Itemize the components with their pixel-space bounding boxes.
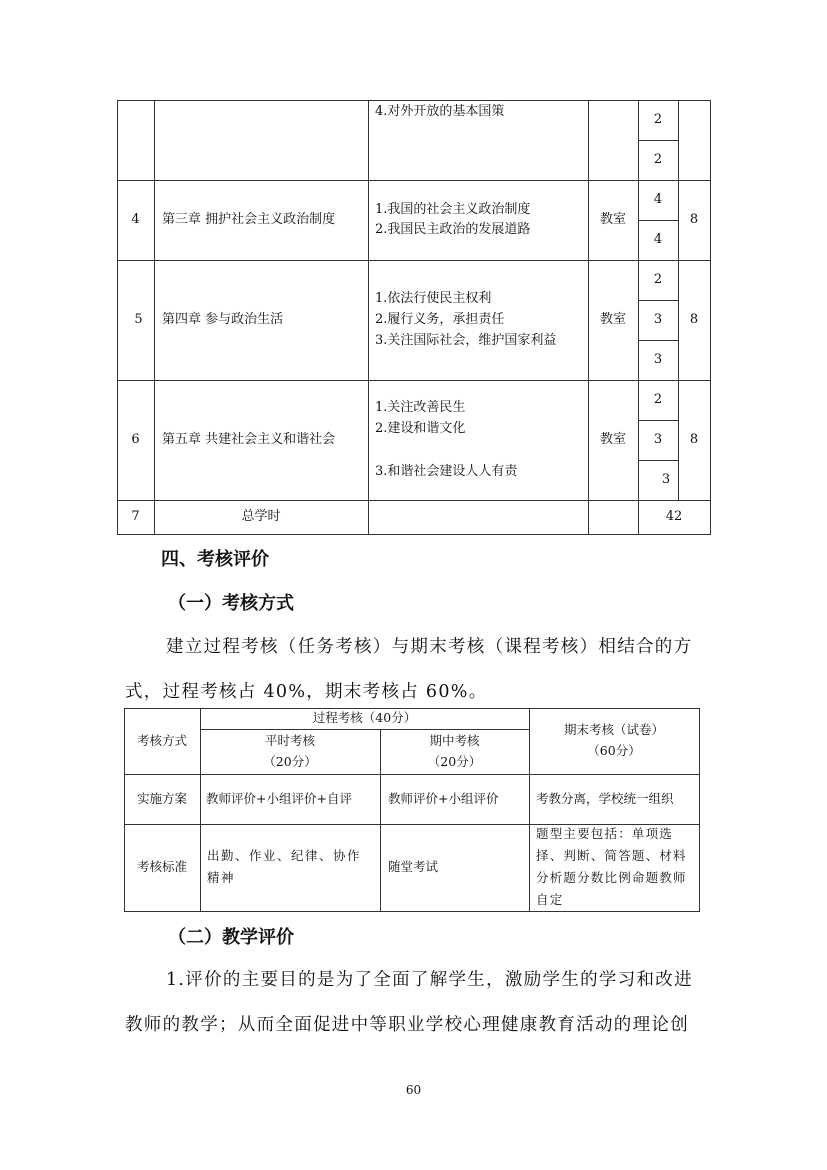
plan-mid: 教师评价+小组评价: [388, 791, 499, 806]
paragraph-line: 式，过程考核占 40%，期末考核占 60%。: [125, 682, 488, 702]
standard-usual: 出勤、作业、纪律、协作精神: [207, 848, 362, 885]
section-heading: 四、考核评价: [161, 549, 269, 570]
hours-cell: 2: [653, 272, 663, 287]
row-number: 7: [131, 509, 140, 524]
content-item: 1.依法行使民主权利: [375, 291, 492, 306]
page-number: 60: [405, 1083, 422, 1097]
standard-label: 考核标准: [136, 859, 187, 874]
content-item: 1.关注改善民生: [375, 400, 466, 415]
content-item: 2.建设和谐文化: [375, 421, 466, 436]
plan-usual: 教师评价+小组评价+自评: [206, 791, 352, 806]
standard-mid: 随堂考试: [388, 859, 439, 874]
subsection-heading: （一）考核方式: [168, 593, 294, 614]
row-number: 4: [131, 212, 140, 227]
plan-final: 考教分离，学校统一组织: [536, 791, 674, 806]
process-header: 过程考核（40分）: [312, 710, 417, 725]
usual-header: 平时考核: [264, 733, 315, 748]
chapter-title: 第三章 拥护社会主义政治制度: [162, 212, 336, 227]
paragraph-line: 建立过程考核（任务考核）与期末考核（课程考核）相结合的方: [166, 637, 693, 657]
mid-score: （20分）: [427, 754, 482, 769]
row-number: 5: [134, 312, 143, 327]
place-cell: 教室: [599, 432, 626, 447]
plan-label: 实施方案: [136, 791, 187, 806]
hours-cell: 4: [653, 192, 663, 207]
subsection-heading: （二）教学评价: [168, 927, 294, 948]
final-header: 期末考核（试卷）: [563, 722, 664, 737]
place-cell: 教室: [599, 212, 626, 227]
content-item: 4.对外开放的基本国策: [375, 104, 505, 119]
hours-cell: 2: [653, 392, 663, 407]
usual-score: （20分）: [263, 754, 317, 769]
hours-cell: 3: [661, 472, 671, 487]
chapter-title: 第五章 共建社会主义和谐社会: [162, 432, 336, 447]
content-item: 2.履行义务，承担责任: [375, 312, 505, 327]
hours-cell: 3: [653, 432, 663, 447]
hours-cell: 2: [653, 112, 663, 127]
total-hours-label: 总学时: [241, 509, 281, 524]
hours-cell: 4: [653, 232, 663, 247]
hours-cell: 3: [653, 352, 663, 367]
total-hours-value: 42: [665, 509, 683, 524]
mid-header: 期中考核: [429, 733, 480, 748]
standard-final: 题型主要包括：单项选择、判断、简答题、材料分析题分数比例命题教师自定: [536, 826, 687, 907]
content-item: 3.和谐社会建设人人有责: [375, 464, 518, 479]
row-number: 6: [131, 432, 140, 447]
hours-cell: 2: [653, 152, 663, 167]
final-score: （60分）: [587, 743, 641, 758]
content-item: 2.我国民主政治的发展道路: [375, 222, 531, 237]
paragraph-line: 教师的教学；从而全面促进中等职业学校心理健康教育活动的理论创: [125, 1015, 689, 1035]
place-cell: 教室: [599, 312, 626, 327]
chapter-title: 第四章 参与政治生活: [162, 312, 284, 327]
paragraph-line: 1.评价的主要目的是为了全面了解学生，激励学生的学习和改进: [166, 970, 693, 990]
hours-cell: 3: [653, 312, 663, 327]
content-item: 3.关注国际社会，维护国家利益: [375, 333, 557, 348]
total-cell: 8: [689, 312, 699, 327]
content-item: 1.我国的社会主义政治制度: [375, 202, 531, 217]
method-header: 考核方式: [136, 733, 187, 748]
total-cell: 8: [689, 212, 699, 227]
total-cell: 8: [689, 432, 699, 447]
